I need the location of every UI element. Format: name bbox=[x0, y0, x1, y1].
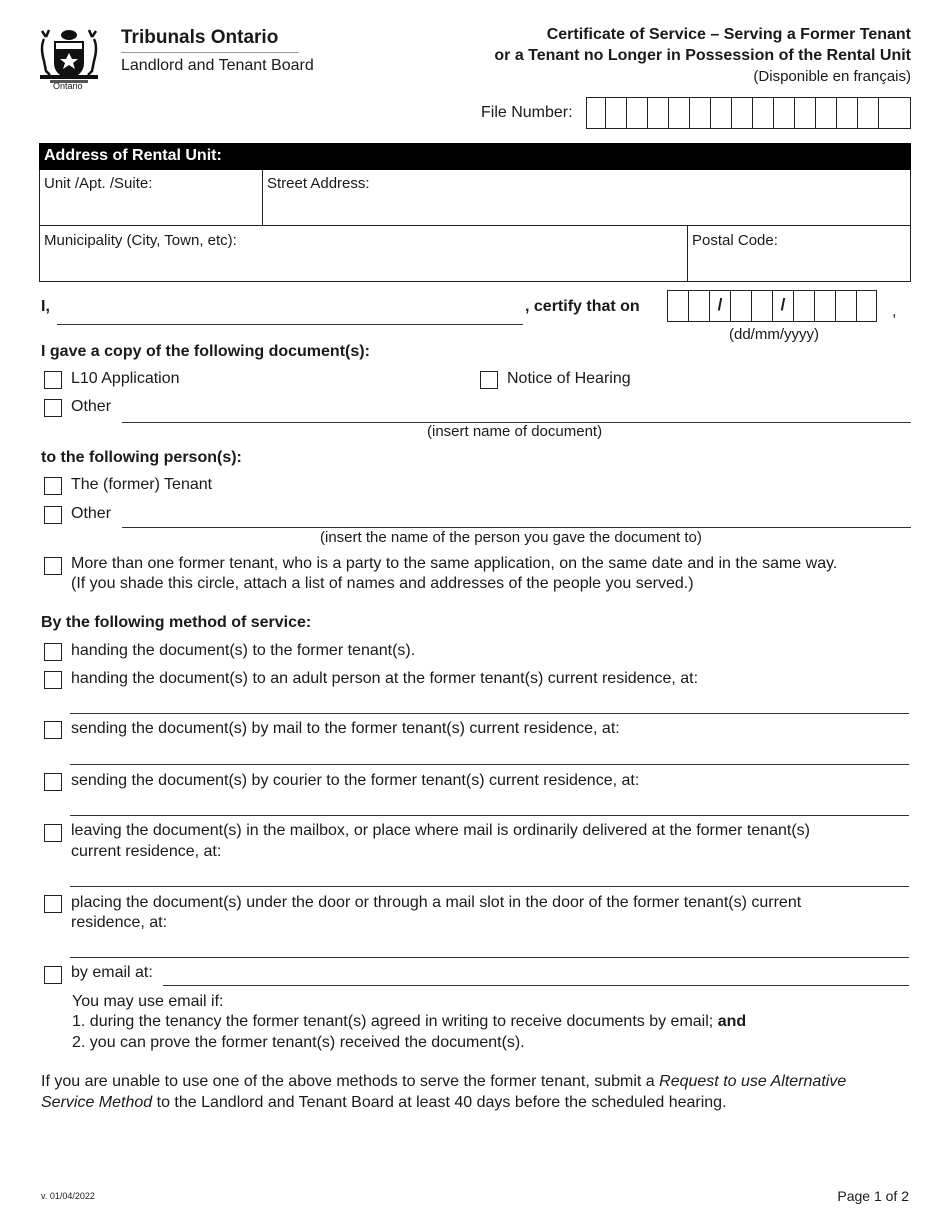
file-number-label: File Number: bbox=[481, 104, 573, 121]
street-address-field[interactable] bbox=[262, 170, 911, 226]
board-name: Landlord and Tenant Board bbox=[121, 57, 314, 74]
person-other-hint: (insert the name of the person you gave the document to) bbox=[320, 529, 702, 546]
mail-address-line[interactable] bbox=[70, 764, 909, 765]
municipality-field[interactable] bbox=[39, 225, 688, 282]
org-name: Tribunals Ontario bbox=[121, 27, 279, 48]
l10-label: L10 Application bbox=[71, 370, 180, 387]
page-number: Page 1 of 2 bbox=[837, 1188, 909, 1204]
certify-label: , certify that on bbox=[525, 298, 640, 315]
alt-note-italic1: Request to use Alternative bbox=[659, 1073, 847, 1090]
postal-label: Postal Code: bbox=[692, 232, 778, 249]
unit-label: Unit /Apt. /Suite: bbox=[44, 175, 153, 192]
mailbox-label-line2: current residence, at: bbox=[71, 843, 222, 860]
email-note-1-and: and bbox=[717, 1013, 747, 1030]
street-label: Street Address: bbox=[267, 175, 370, 192]
french-note: (Disponible en français) bbox=[753, 68, 911, 85]
document-other-label: Other bbox=[71, 398, 112, 415]
alternative-service-note-line1 bbox=[41, 1073, 846, 1091]
l10-checkbox[interactable] bbox=[44, 371, 62, 389]
email-note-2-text: you can prove the former tenant(s) received the document(s). bbox=[89, 1034, 525, 1051]
date-slash: / bbox=[709, 290, 730, 322]
notice-of-hearing-checkbox[interactable] bbox=[480, 371, 498, 389]
hand-adult-label: handing the document(s) to an adult person at the former tenant(s) current residence, at: bbox=[71, 670, 699, 687]
logo-caption: Ontario bbox=[53, 81, 83, 91]
version-label: v. 01/04/2022 bbox=[41, 1191, 95, 1201]
email-note-1-text: during the tenancy the former tenant(s) agreed in writing to receive documents by email; bbox=[89, 1013, 714, 1030]
email-note-intro: You may use email if: bbox=[72, 993, 224, 1010]
mailbox-label-line1: leaving the document(s) in the mailbox, or place where mail is ordinarily delivered at the former tenant(s) bbox=[71, 822, 811, 839]
persons-heading: to the following person(s): bbox=[41, 449, 242, 466]
door-checkbox[interactable] bbox=[44, 895, 62, 913]
file-number-field[interactable] bbox=[586, 97, 911, 129]
document-other-checkbox[interactable] bbox=[44, 399, 62, 417]
date-format-hint: (dd/mm/yyyy) bbox=[729, 326, 819, 343]
courier-address-line[interactable] bbox=[70, 815, 909, 816]
alt-note-part2: to the Landlord and Tenant Board at least 40 days before the scheduled hearing. bbox=[156, 1094, 727, 1111]
email-note-1 bbox=[72, 1013, 746, 1031]
person-other-line[interactable] bbox=[122, 527, 911, 528]
email-note-2-num: 2. bbox=[72, 1034, 86, 1051]
method-heading: By the following method of service: bbox=[41, 614, 312, 631]
alt-note-italic2: Service Method bbox=[41, 1094, 153, 1111]
mail-label: sending the document(s) by mail to the former tenant(s) current residence, at: bbox=[71, 720, 620, 737]
courier-checkbox[interactable] bbox=[44, 773, 62, 791]
alt-note-part1: If you are unable to use one of the above methods to serve the former tenant, submit a bbox=[41, 1073, 655, 1090]
certify-date-field[interactable] bbox=[667, 290, 877, 322]
email-label: by email at: bbox=[71, 964, 153, 981]
door-address-line[interactable] bbox=[70, 957, 909, 958]
certify-name-line[interactable] bbox=[57, 324, 523, 325]
hand-tenant-label: handing the document(s) to the former tenant(s). bbox=[71, 642, 416, 659]
form-title-line2: or a Tenant no Longer in Possession of the Rental Unit bbox=[494, 47, 911, 64]
mailbox-address-line[interactable] bbox=[70, 886, 909, 887]
hand-tenant-checkbox[interactable] bbox=[44, 643, 62, 661]
door-label-line2: residence, at: bbox=[71, 914, 168, 931]
person-other-checkbox[interactable] bbox=[44, 506, 62, 524]
courier-label: sending the document(s) by courier to the former tenant(s) current residence, at: bbox=[71, 772, 640, 789]
form-title-line1: Certificate of Service – Serving a Former Tenant bbox=[546, 26, 911, 43]
org-divider bbox=[121, 52, 299, 53]
hand-adult-address-line[interactable] bbox=[70, 713, 909, 714]
alternative-service-note-line2 bbox=[41, 1094, 727, 1112]
email-note-2 bbox=[72, 1034, 525, 1052]
document-other-hint: (insert name of document) bbox=[427, 423, 603, 440]
notice-of-hearing-label: Notice of Hearing bbox=[507, 370, 631, 387]
person-other-label: Other bbox=[71, 505, 112, 522]
unit-field[interactable] bbox=[39, 170, 263, 226]
email-checkbox[interactable] bbox=[44, 966, 62, 984]
date-slash: / bbox=[772, 290, 793, 322]
certify-trailing-comma: , bbox=[892, 303, 897, 320]
email-address-line[interactable] bbox=[163, 985, 909, 986]
address-section-header bbox=[39, 143, 911, 170]
address-section-title: Address of Rental Unit: bbox=[44, 147, 222, 164]
email-note-1-num: 1. bbox=[72, 1013, 86, 1030]
multiple-tenants-line2: (If you shade this circle, attach a list of names and addresses of the people you served.) bbox=[71, 575, 694, 592]
multiple-tenants-line1: More than one former tenant, who is a party to the same application, on the same date and in the same way. bbox=[71, 555, 838, 572]
former-tenant-checkbox[interactable] bbox=[44, 477, 62, 495]
mailbox-checkbox[interactable] bbox=[44, 824, 62, 842]
mail-checkbox[interactable] bbox=[44, 721, 62, 739]
former-tenant-label: The (former) Tenant bbox=[71, 476, 213, 493]
certify-i-label: I, bbox=[41, 298, 50, 315]
municipality-label: Municipality (City, Town, etc): bbox=[44, 232, 237, 249]
multiple-tenants-checkbox[interactable] bbox=[44, 557, 62, 575]
documents-heading: I gave a copy of the following document(s): bbox=[41, 343, 370, 360]
door-label-line1: placing the document(s) under the door or through a mail slot in the door of the former tenant(s) current bbox=[71, 894, 802, 911]
hand-adult-checkbox[interactable] bbox=[44, 671, 62, 689]
postal-code-field[interactable] bbox=[687, 225, 911, 282]
